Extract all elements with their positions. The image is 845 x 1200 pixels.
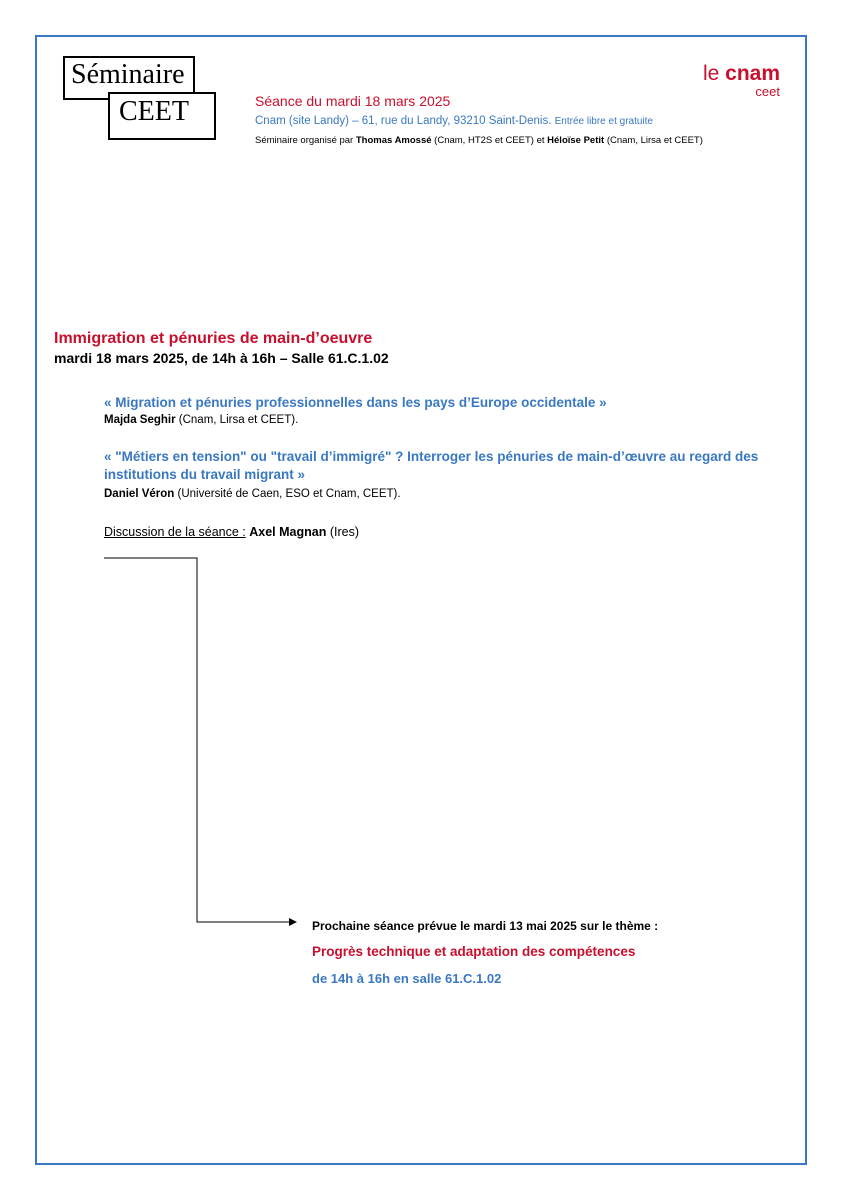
discussion-label: Discussion de la séance :: [104, 525, 246, 539]
session-title: Immigration et pénuries de main-d’oeuvre: [54, 330, 373, 347]
discussant-name: Axel Magnan: [249, 525, 327, 539]
organizer1-name: Thomas Amossé: [355, 135, 432, 146]
logo-ceet-text: CEET: [119, 96, 189, 127]
session-datetime: mardi 18 mars 2025, de 14h à 16h – Salle 61.C.1.02: [54, 350, 389, 366]
seance-date: Séance du mardi 18 mars 2025: [255, 93, 451, 109]
talk-2-speaker-affiliation: (Université de Caen, ESO et Cnam, CEET).: [174, 488, 401, 500]
next-session-time: de 14h à 16h en salle 61.C.1.02: [312, 971, 502, 986]
address-text: Cnam (site Landy) – 61, rue du Landy, 93210 Saint-Denis.: [255, 115, 552, 127]
talk-1-title: « Migration et pénuries professionnelles dans les pays d’Europe occidentale »: [104, 395, 607, 410]
talk-1-speaker-name: Majda Seghir: [104, 414, 176, 426]
cnam-logo-cnam: cnam: [725, 62, 780, 85]
next-session-theme: Progrès technique et adaptation des compétences: [312, 944, 636, 959]
organizer-prefix: Séminaire organisé par: [255, 135, 356, 146]
organizer2-affiliation: (Cnam, Lirsa et CEET): [604, 135, 703, 146]
organizer1-affiliation: (Cnam, HT2S et CEET) et: [431, 135, 548, 146]
next-session-label: Prochaine séance prévue le mardi 13 mai 2025 sur le thème :: [312, 919, 659, 933]
talk-2-title: « "Métiers en tension" ou "travail d’immigré" ? Interroger les pénuries de main-d’œuvre au regard des institutions du travail migrant »: [104, 449, 759, 482]
talk-2-speaker-name: Daniel Véron: [104, 488, 175, 500]
organizer2-name: Héloïse Petit: [547, 135, 605, 146]
talk-1-speaker-affiliation: (Cnam, Lirsa et CEET).: [175, 414, 299, 426]
cnam-logo-ceet: ceet: [755, 84, 780, 99]
address-note: Entrée libre et gratuite: [554, 116, 653, 127]
discussant-affiliation: (Ires): [326, 525, 359, 539]
cnam-logo-le: le: [702, 62, 726, 85]
logo-seminaire-text: Séminaire: [71, 59, 185, 90]
